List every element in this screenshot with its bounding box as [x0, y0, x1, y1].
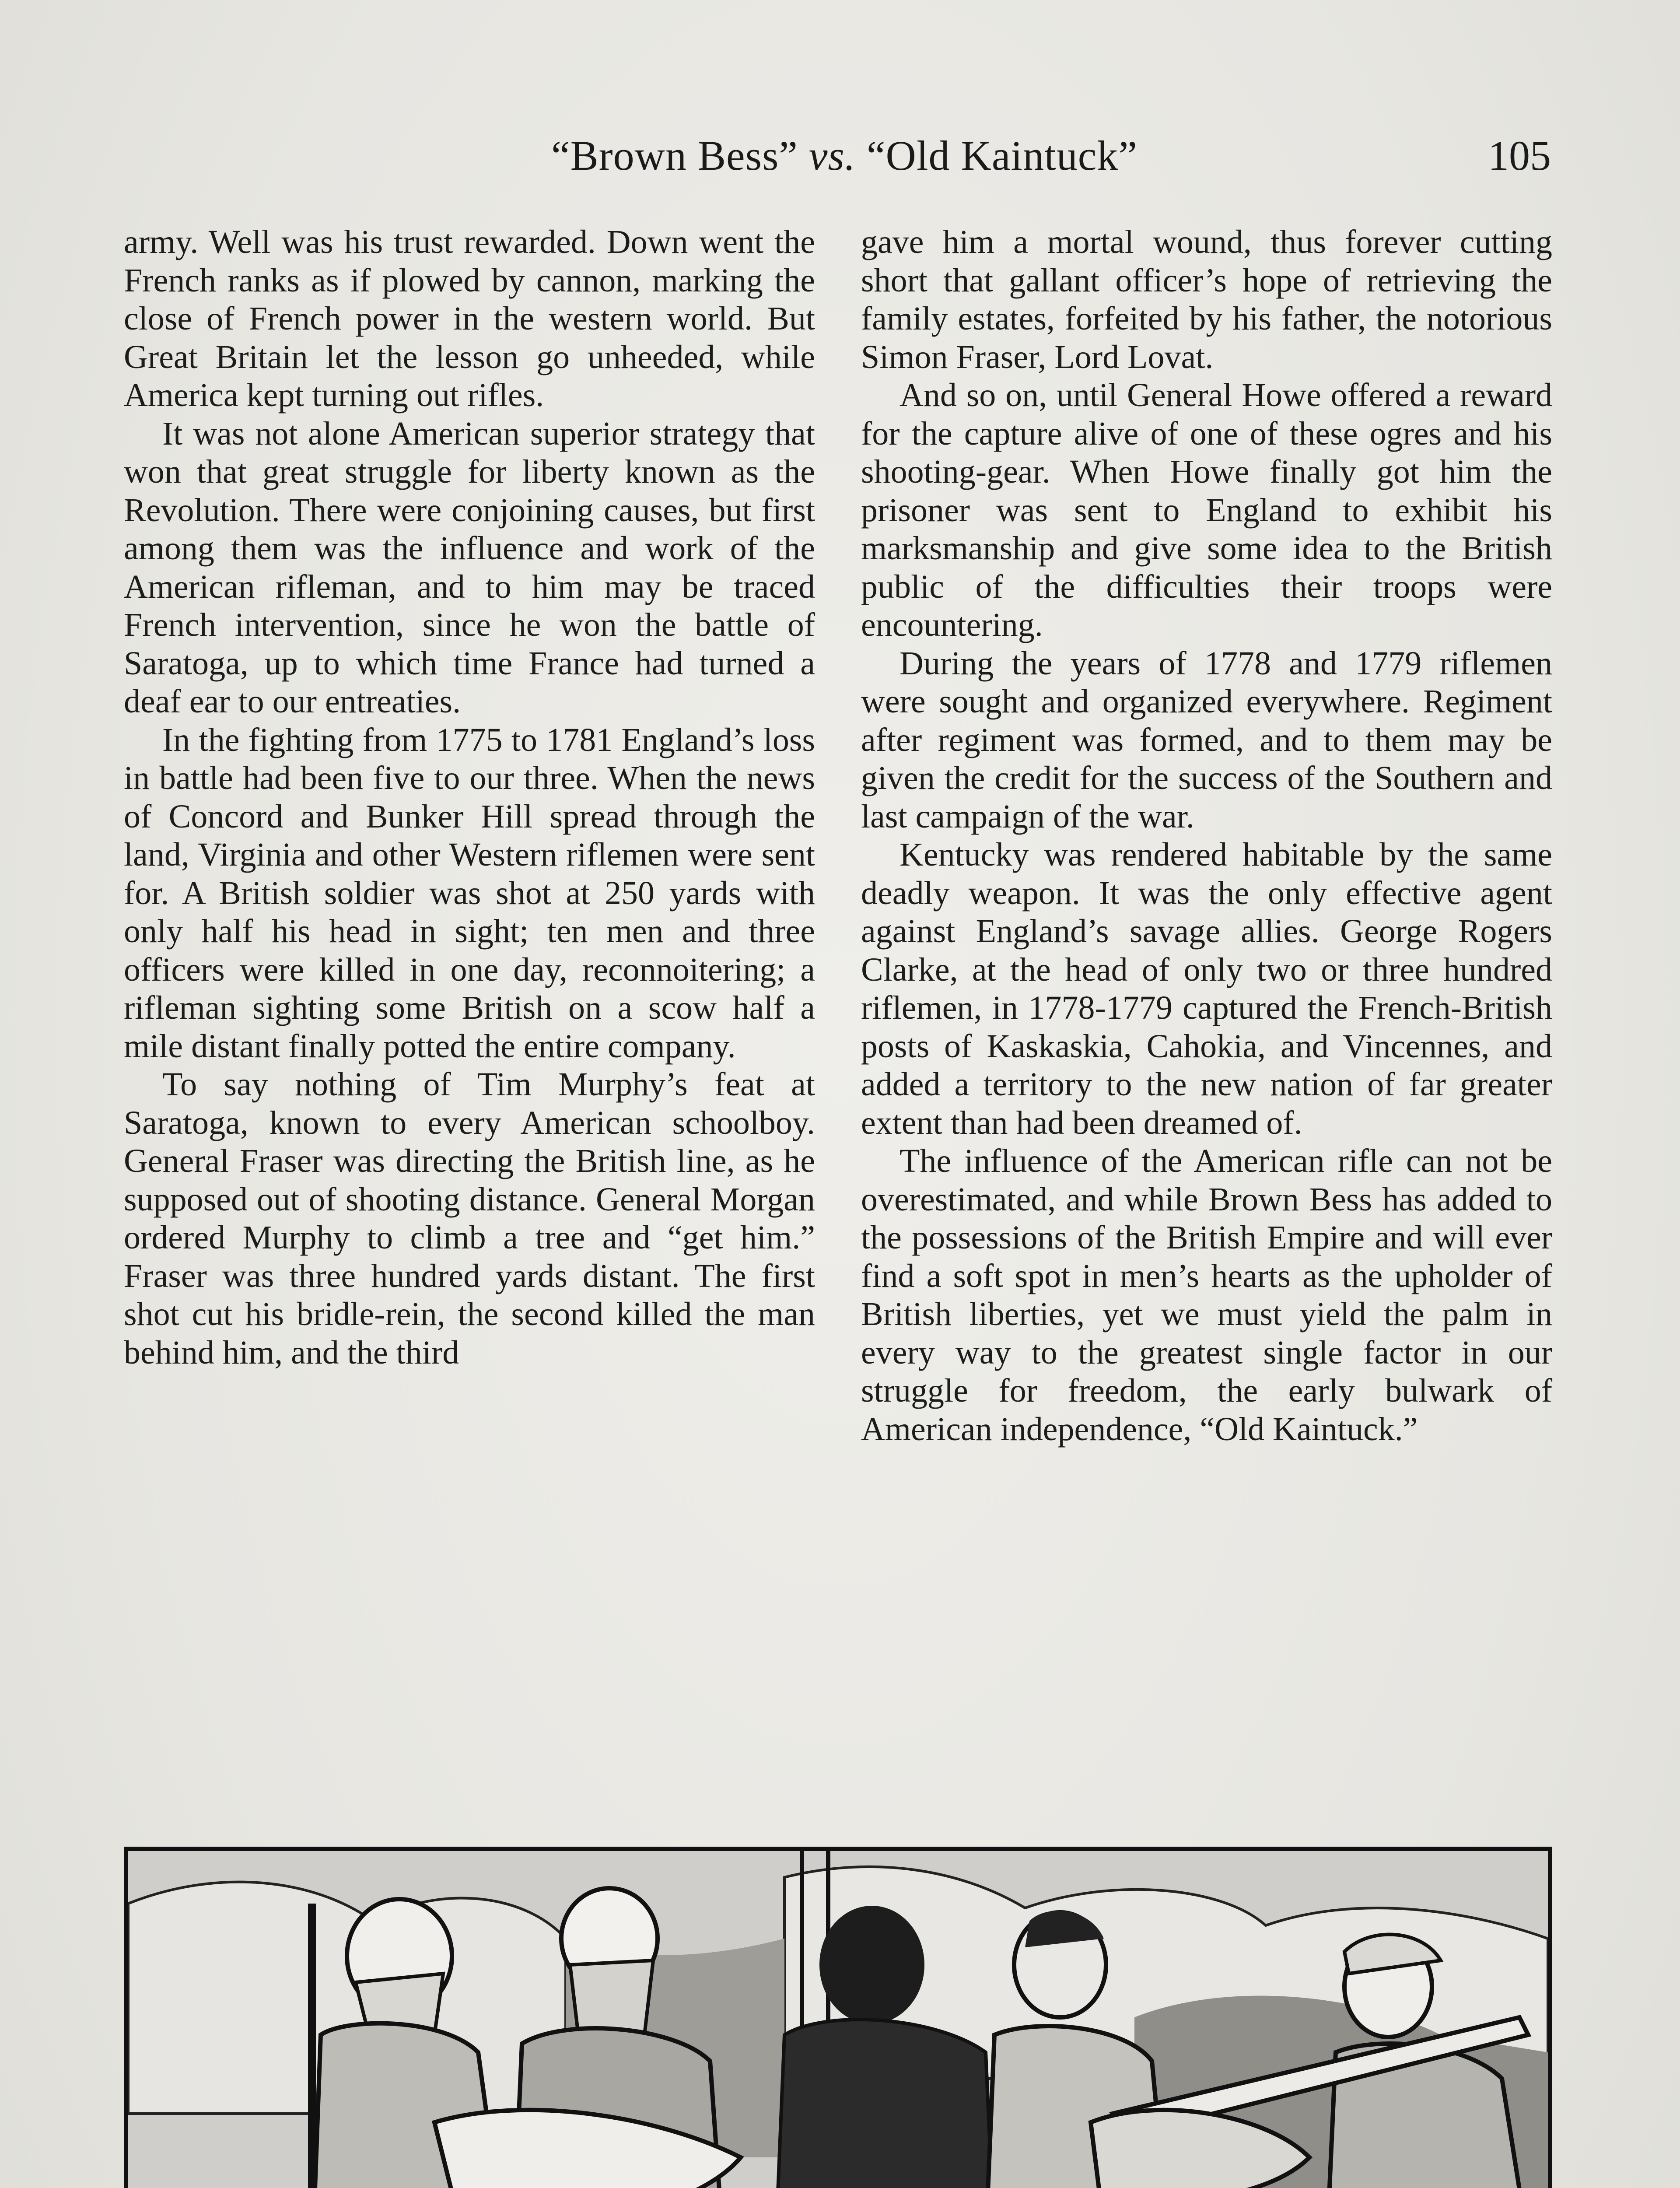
page-number: 105: [1488, 132, 1551, 179]
running-head-title-part1: “Brown Bess”: [551, 132, 809, 179]
right-paragraph-1: gave him a mortal wound, thus forever cutting short that gallant officer’s hope of retrieving the family estates, forfeited by his father, the notorious Simon Fraser, Lord Lovat.: [861, 224, 1552, 375]
left-paragraph-1: army. Well was his trust rewarded. Down went the French ranks as if plowed by cannon, marking the close of French power in the western world. But Great Britain let the lesson go unheeded, while America kept turning out rifles.: [124, 224, 815, 414]
right-paragraph-5: The influence of the American rifle can not be overestimated, and while Brown Bess has added to the possessions of the British Empire and will ever find a soft spot in men’s hearts as the upholder of British liberties, yet we must yield the palm in every way to the greatest single factor in our struggle for freedom, the early bulwark of American independence, “Old Kaintuck.”: [861, 1143, 1552, 1448]
left-paragraph-2: It was not alone American superior strategy that won that great struggle for liberty known as the Revolution. There were conjoining causes, but first among them was the influence and work of the American rifleman, and to him may be traced French intervention, since he won the battle of Saratoga, up to which time France had turned a deaf ear to our entreaties.: [124, 415, 815, 720]
left-column: [124, 223, 815, 1372]
running-head-title-part2: “Old Kaintuck”: [855, 132, 1138, 179]
running-head: [464, 131, 1225, 180]
left-paragraph-3: In the fighting from 1775 to 1781 England’s loss in battle had been five to our three. When the news of Concord and Bunker Hill spread through the land, Virginia and other Western riflemen were sent for. A British soldier was shot at 250 yards with only half his head in sight; ten men and three officers were killed in one day, reconnoitering; a rifleman sighting some British on a scow half a mile distant finally potted the entire company.: [124, 721, 815, 1065]
soldiers-illustration-icon: [128, 1851, 1548, 2188]
right-paragraph-3: During the years of 1778 and 1779 riflemen were sought and organized everywhere. Regiment after regiment was formed, and to them may be given the credit for the success of the Southern and last campaign of the war.: [861, 645, 1552, 835]
right-paragraph-4: Kentucky was rendered habitable by the same deadly weapon. It was the only effective agent against England’s savage allies. George Rogers Clarke, at the head of only two or three hundred riflemen, in 1778-1779 captured the French-British posts of Kaskaskia, Cahokia, and Vincennes, and added a territory to the new nation of far greater extent than had been dreamed of.: [861, 836, 1552, 1141]
soldiers-illustration: [124, 1847, 1552, 2188]
right-paragraph-2: And so on, until General Howe offered a reward for the capture alive of one of these ogres and his shooting-gear. When Howe finally got him the prisoner was sent to England to exhibit his marksmanship and give some idea to the British public of the difficulties their troops were encountering.: [861, 377, 1552, 643]
running-head-vs: vs.: [808, 132, 856, 179]
left-paragraph-4: To say nothing of Tim Murphy’s feat at Saratoga, known to every American schoolboy. General Fraser was directing the British line, as he supposed out of shooting distance. General Morgan ordered Murphy to climb a tree and “get him.” Fraser was three hundred yards distant. The first shot cut his bridle-rein, the second killed the man behind him, and the third: [124, 1066, 815, 1371]
right-column: [861, 223, 1552, 1448]
